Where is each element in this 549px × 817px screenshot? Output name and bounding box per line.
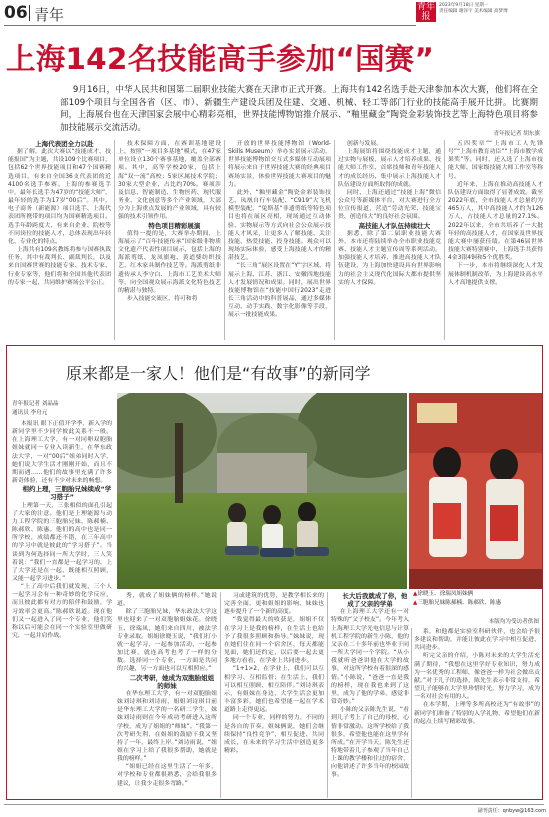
column-divider	[411, 628, 412, 798]
paragraph: 步入技能交流区，将可和将	[126, 295, 198, 302]
article1-column-2	[118, 140, 221, 340]
caption-triplets: ▲三胞胎兄妹陈郝楠、陈郝欣、陈惠	[413, 599, 502, 606]
paragraph: 据悉，除了第二届职业技能大赛外，本市还将陆续举办全市职业技能竞赛、技能人才主题宣传周等系列活动，加强技能人才培养，推进高技能人才队伍建设，为上海加快建设具有世界影响力的社会主义现代化国际大都市提供坚实的人才保障。	[338, 230, 441, 286]
feature-credits	[12, 400, 112, 417]
corner-mark-icon	[6, 345, 16, 355]
paragraph: 本报讯 眼下正值开学季，新入学的新同学里不少同学彼此关系不一般。在上海理工大学，有一对同卵双胞胎姐妹就同一专业入读新生，在华东政法大学，一对“00后”姐弟同时入学，她们说大学生活才刚刚开始，而且不期而遇……他们的故事里充满了许多新奇体验，还有不少对未来的畅想。	[12, 421, 112, 485]
paragraph: 同一个专业，同样的努力，不同的是各自的节奏。姐妹俩说，她们会继续保持“良性竞争”，相互促进、共同成长，在未来的学习生活中创造更多精彩。	[224, 715, 324, 754]
paragraph: 除了三胞胎兄妹，华东政法大学这里也迎来了一对双胞胎姐妹花。徐晓玉、徐瑞凤，她们来自四川，被法学专业录取。姐姐徐晓玉说，“我们打小就一起学习，一起参加活动，一起参加比赛，就连高考也考了一样的分数。选择同一个专业，一方面是共同的兴趣，另一方面也可以互相照应。”	[117, 609, 217, 673]
article2-column-1	[12, 420, 112, 798]
masthead-info	[439, 3, 545, 15]
footer-email: 副刊责任：qnbyw@163.com	[477, 808, 546, 814]
article2-column-5	[414, 628, 540, 798]
subheading: 特色项目精彩展演	[148, 221, 201, 230]
paragraph: 在华东理工大学，有一对双胞胎姐妹刘诗琪和刘诗雨，姐姐刘诗琪目前是华东理工大学的一名研二学生，妹妹刘诗雨则在今年成功考研进入这所学校，成为了姐姐的“师妹”。“我第一次考研失利，在姐姐的鼓励下我又坚持了一年，最终上岸。”刘诗雨说，“姐姐在学习上给了我很多帮助，她就是我的榜样。”	[117, 690, 217, 763]
paragraph: 小陈的父亲陈先生说，“看到儿子考上了自己的母校，心情非常激动。这所学校给了我很多，希望他也能在这里学有所成。”在开学当天，陈先生还特地带着儿子参观了当年自己上课的教学楼和住过的宿舍，向他讲述了许多当年的校园故事。	[331, 707, 409, 779]
subheading: 长大后我就成了你，他成了父亲的学弟	[342, 592, 408, 609]
paragraph: 据了解，此次大赛以“技能成才、技能报国”为主题，共设109个比赛项目，包括62个世界技能项目和47个国赛精选项目，有来自全国36支代表团的近4100名选手参赛。上海的参赛选手中，最年长选手为47岁的“技能大师”，最年轻的选手为17岁“00后”。其中，电子商务（新能源）项目选手、上海代表团所携带的项目均为国赛精选项目。选手年龄跨度大，有来自企业、院校等不同岗位的技能人才，总体表现出年轻化、专业化的特点。	[8, 149, 111, 245]
masthead	[416, 2, 546, 28]
paragraph: 开放的世界技能博物馆（World-Skills Museum）举办实景展示活动，世界技能博物馆交互式多媒体互动展项将展示来自于世界技能大赛的经典项目赛场实景，体验世界技能大赛项目的魅力。	[228, 141, 331, 188]
masthead-date: 2023年9月18日 星期一	[439, 3, 489, 8]
paragraph: 技术保障方面，在赛训基地建设上，按照“一项目多基地”模式，在47家单位设立130个赛事基地，覆盖全部赛项。其中，高等学校20家，包括上海“双一流”高校；5家区属技术学院；30家大型企业，占比约70%。赛项涉及信息、智能制造、生物医药、现代服务业、文化创意等多个产业领域，大部分为上海重点发展的产业领域，具有较强的技术引领作用。	[118, 141, 221, 221]
credit-intern: 通讯员 李舟元	[12, 409, 48, 416]
paragraph: 值得一提的是，大赛举办期间，上海展示了“百年技能传承”国家级非物质文化遗产代表性项目展示，包括上海的海派剪纸、龙凤旗袍、黄道婆纺织技艺、红木家具制作技艺等。海派剪纸非遗传承人李守白、上海市工艺美术大师等，向全国观众展示海派文化特色技艺的精湛与独特。	[118, 230, 221, 294]
article-lead: 9月16日，中华人民共和国第二届职业技能大赛在天津市正式开赛。上海共有142名选手赴天津参加本次大赛，他们将在全部109个项目与全国各省（区、市）、新疆生产建设兵团及住建、交通、机械、轻工等部门行业的技能高手展开比拼。比赛期间，上海展台也在天津国家会展中心精彩亮相，世界技能博物馆推介展示、“釉里藏金”陶瓷金彩装饰技艺等上海特色项目将参加技能展示交流活动。	[60, 85, 538, 133]
subheading: 相约上理，三胞胎兄妹续成“学习搭子”	[22, 485, 112, 502]
photo-sisters-image	[409, 393, 542, 589]
column-divider	[334, 140, 335, 340]
paragraph: 下一步，本市将继续深化人才发展体制机制改革，为上海建设高水平人才高地提供支撑。	[448, 263, 543, 286]
column-divider	[220, 592, 221, 798]
article-byline: 青年报记者 胡东旗	[493, 131, 540, 137]
credit-reporter: 青年报记者 刘晶晶	[12, 401, 59, 407]
article2-column-2	[117, 592, 217, 798]
paragraph: “长三角”展区设置在“Y”字区域，将展示上海、江苏、浙江、安徽四地技能人才发展情况和成果。同时，展出世界技能博物馆在“技能中国行2023”走进长三角活动中的科普展品，通过多媒体互动、动手实践、数字化影像等手段，展示一批技能成果。	[228, 263, 331, 319]
article-headline: 上海142名技能高手参加“国赛”	[6, 42, 435, 76]
article1-column-5	[448, 140, 543, 340]
paragraph: 习或建筑的优势，是教学相长来的完善全面，更和姐姐的影响，妹妹也逐步提升了一个新的高度。	[224, 593, 324, 616]
paragraph: 在本学期，上理等多所高校还为“有故事”的新同学们准备了特别的入学礼物，希望他们在新的起点上续写精彩故事。	[414, 702, 540, 725]
paragraph: 近年来，上海在推动高技能人才队伍建设方面取得了显著成效。截至2022年底，全市技能人才总量约为465万人，其中高技能人才约为126万人，占技能人才总量的27.1%。2022年以来，全市共培养了一大批年轻的高技能人才，在国家及世界技能大赛中屡获佳绩。在第46届世界技能大赛特别赛中，上海选手共获得4金3银4铜和5个优胜奖。	[448, 181, 543, 262]
photo-sisters	[409, 393, 542, 589]
paragraph: 系，和他都是实验室科研伙伴，也会给予很多建议和帮助，并能让彼此在学习中相互促进、共同进步。	[414, 629, 540, 652]
paragraph: 此外，“釉里藏金”陶瓷金彩装饰技艺、凤凰自行车装配、“C919”大飞机模型装配、“兔斯基”非遗剪纸等特色项目也将在展区亮相，现场通过互动体验、实物展示等方式向社会公众展示技能人才风采，让更多人了解技能、关注技能、热爱技能、投身技能。观众可以现场实际体验，感受上海技能人才的精湛技艺。	[228, 189, 331, 262]
paragraph: “1+1>2，在学业上，我们可以互相学习、互相监督；在生活上，我们可以相互照顾、相互陪伴。”刘诗琪表示，有姐妹在身边，大学生活会更加丰富多彩，她们也希望能一起在学术道路上走得更远。	[224, 666, 324, 714]
masthead-editors: 责任编辑 谢泽宇 美术编辑 高梦博	[439, 9, 508, 14]
paragraph: 创新与发展。	[346, 141, 383, 147]
photo-triplets	[117, 393, 407, 589]
paragraph: 五四奖章”“上海市工人先锋号”“上海市教育功臣”“上海市教学成果奖”等。同时，还入选了上海市技能大师、国家级技能大师工作室等称号。	[448, 141, 543, 180]
caption-marker-icon: ▲	[413, 599, 418, 606]
paragraph: 在上海理工大学还有一对特殊的“父子校友”。今年考入上海理工大学光电信息与计算机工程学院的新生小陈，他的父亲在二十多年前也毕业于同一所大学同一个学院。“从小我就听爸爸讲他在大学的故事，对这所学校有着很深的感情。”小陈说，“爸爸一直是我的榜样，现在我也来到了这里，成为了他的学弟，感觉非常奇妙。”	[331, 609, 409, 706]
column-divider	[114, 140, 115, 340]
header-rule	[4, 25, 416, 26]
article1-column-1	[8, 140, 111, 340]
paragraph: 上海共有109名教练将参与国赛执裁任务，其中有裁判长、副裁判长，以及来自国赛世赛的技能专家、技术专家、行业专家等，他们将和全国其他代表团的专家一起，共同维护赛场公平公正。	[8, 247, 111, 286]
feature-title: 原来都是一家人！他们是“有故事”的新同学	[66, 364, 371, 383]
article2-column-4	[331, 592, 409, 798]
caption-marker-icon: ▲	[413, 591, 418, 597]
caption-sisters: ▲徐晓玉、徐瑞凤姐妹俩	[413, 591, 474, 597]
subheading: 上海代表团全力以赴	[35, 140, 94, 148]
column-divider	[224, 140, 225, 340]
page-header	[0, 0, 549, 28]
page-number: 06	[4, 3, 28, 23]
article1-column-4	[338, 140, 441, 340]
paragraph: “姐姐已经在这里生活了一年多，对学校和专业都很熟悉，会给我很多建议，让我少走很多弯路。”	[117, 764, 217, 787]
header-separator	[29, 5, 30, 21]
newspaper-logo: 青年报	[416, 2, 435, 22]
paragraph: 上海展馆将围绕技能成才主题，通过实物与展板，展示人才培养成果、技能大师工作室、首席技师和青年技能人才的成长经历，集中展示上海技能人才队伍建设方面所取得的成就。	[338, 149, 441, 188]
photo-note: 本版均为受访者供图	[488, 619, 539, 625]
paragraph: “上了高中后我们就发现，三个人一起学习会有一种奇妙的化学反应，而且彼此都有对方的陪伴和鼓励，学习效率会更高。”陈郝欣说道。现在他们又一起进入了同一个专业，他们笑称以后可能会在同一个实验室里做研究，一起并肩作战。	[12, 584, 112, 640]
paragraph: “我觉得最大的收获是，姐姐不仅在学习上是我的榜样，在生活上也给予了我很多照顾和指导。”妹妹说，现在她们住在同一个宿舍区，每天都能见面，她们还约定，以后要一起去更多地方看看，在学业上共同进步。	[224, 617, 324, 665]
paragraph: 听完父亲的介绍，小陈对未来的大学生活充满了期待，“我想在这里学好专业知识，努力成为一名优秀的工程师，像爸爸一样为社会做出贡献。”对于儿子的选择，陈先生表示非常支持，希望儿子能够在大学里珍惜时光，努力学习，成为一名对社会有用的人。	[414, 653, 540, 701]
column-divider	[327, 592, 328, 798]
article1-column-3	[228, 140, 331, 340]
photo-triplets-image	[117, 393, 407, 589]
section-name: 青年	[34, 6, 65, 24]
paragraph: 同时，上海还通过“技能上海”微信公众号等新媒体平台，对大赛进行全方位宣传报道，营造“劳动光荣、技能宝贵、创造伟大”的良好社会氛围。	[338, 189, 441, 221]
paragraph: 上理第一天，三张相似的面孔引起了大家的注意。他们是上理能源与动力工程学院的三胞胎兄妹，陈郝楠、陈郝欣、陈惠。他们的高中也是同一所学校，成绩都还不错，在三年高中的学习中就是彼此的“学习搭子”。当谈到为何选择同一所大学时，三人笑着说：“我们一直都是一起学习的，上了大学还是在一起，既能相互照顾，又能一起学习进步。”	[12, 502, 112, 582]
subheading: 二次考研，她成为双胞胎姐姐的师妹	[129, 673, 215, 690]
subheading: 高技能人才队伍持续壮大	[358, 221, 431, 230]
paragraph: 秀，就成了姐妹俩的榜样。”她说道。	[117, 593, 217, 608]
article2-column-3	[224, 592, 324, 798]
column-divider	[444, 140, 445, 340]
photo-captions	[413, 590, 543, 608]
footer-rule	[4, 804, 544, 805]
